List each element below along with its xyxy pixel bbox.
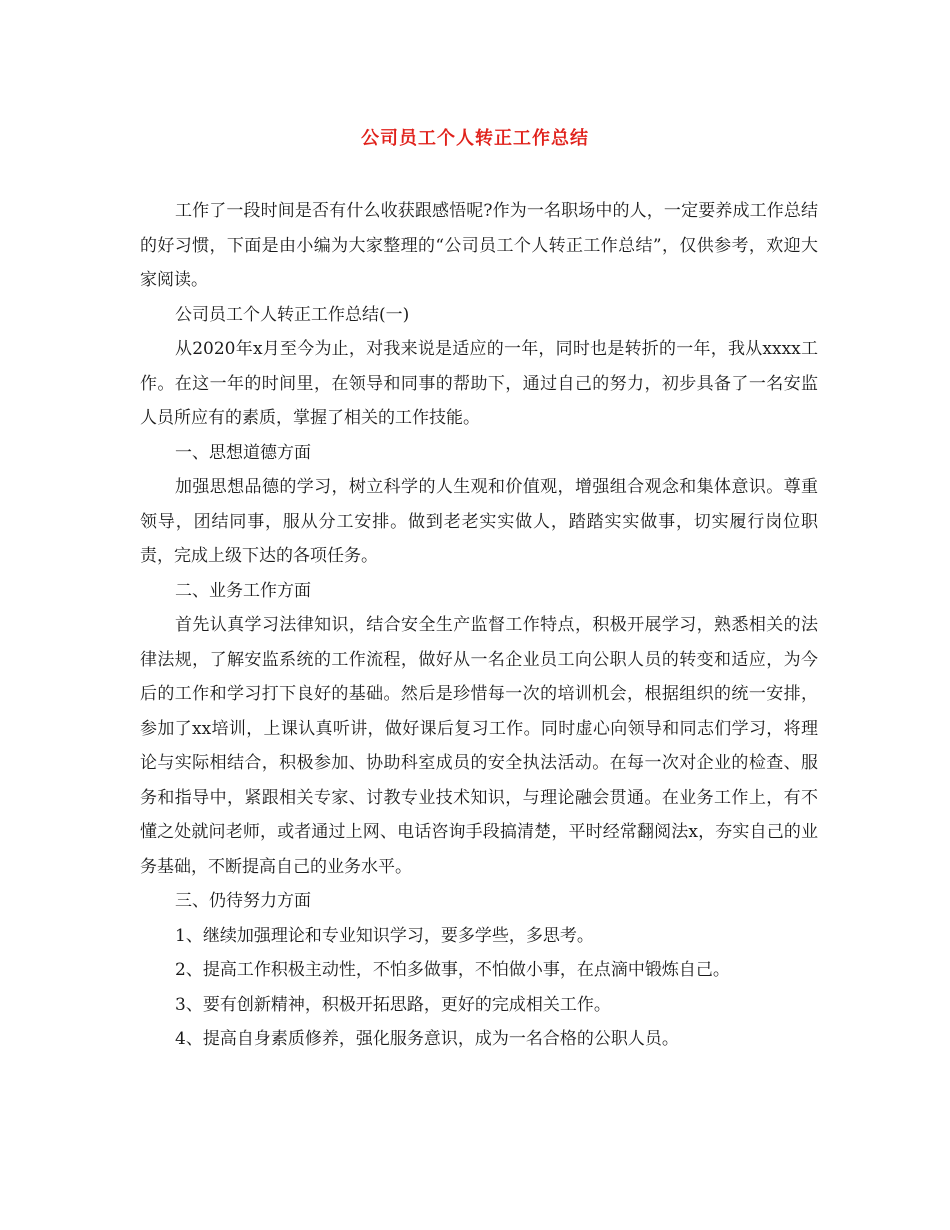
heading-moral: 一、思想道德方面 <box>175 442 311 463</box>
improvement-item-1: 1、继续加强理论和专业知识学习，要多学些，多思考。 <box>175 925 594 946</box>
intro-paragraph: 工作了一段时间是否有什么收获跟感悟呢?作为一名职场中的人，一定要养成工作总结的好习惯，下面是由小编为大家整理的“公司员工个人转正工作总结”，仅供参考，欢迎大家阅读。 <box>140 201 818 290</box>
improvement-item-3: 3、要有创新精神，积极开拓思路，更好的完成相关工作。 <box>175 994 611 1015</box>
document-title: 公司员工个人转正工作总结 <box>361 128 589 149</box>
improvement-item-2: 2、提高工作积极主动性，不怕多做事，不怕做小事，在点滴中锻炼自己。 <box>175 960 730 980</box>
document-body <box>0 194 950 1057</box>
section-title: 公司员工个人转正工作总结(一) <box>175 304 410 325</box>
business-paragraph: 首先认真学习法律知识，结合安全生产监督工作特点，积极开展学习，熟悉相关的法律法规，了解安监系统的工作流程，做好从一名企业员工向公职人员的转变和适应，为今后的工作和学习打下良好的基础。然后是珍惜每一次的培训机会，根据组织的统一安排，参加了xx培训，上课认真听讲，做好课后复习工作。同时虚心向领导和同志们学习，将理论与实际相结合，积极参加、协助科室成员的安全执法活动。在每一次对企业的检查、服务和指导中，紧跟相关专家、讨教专业技术知识，与理论融会贯通。在业务工作上，有不懂之处就问老师，或者通过上网、电话咨询手段搞清楚，平时经常翻阅法x，夯实自己的业务基础，不断提高自己的业务水平。 <box>140 615 818 877</box>
opening-paragraph: 从2020年x月至今为止，对我来说是适应的一年，同时也是转折的一年，我从xxxx工作。在这一年的时间里，在领导和同事的帮助下，通过自己的努力，初步具备了一名安监人员所应有的素质，掌握了相关的工作技能。 <box>140 339 818 428</box>
improvement-item-4: 4、提高自身素质修养，强化服务意识，成为一名合格的公职人员。 <box>175 1029 679 1049</box>
heading-improvement: 三、仍待努力方面 <box>175 891 311 911</box>
moral-paragraph: 加强思想品德的学习，树立科学的人生观和价值观，增强组合观念和集体意识。尊重领导，团结同事，服从分工安排。做到老老实实做人，踏踏实实做事，切实履行岗位职责，完成上级下达的各项任务。 <box>140 477 818 566</box>
heading-business: 二、业务工作方面 <box>175 580 311 601</box>
